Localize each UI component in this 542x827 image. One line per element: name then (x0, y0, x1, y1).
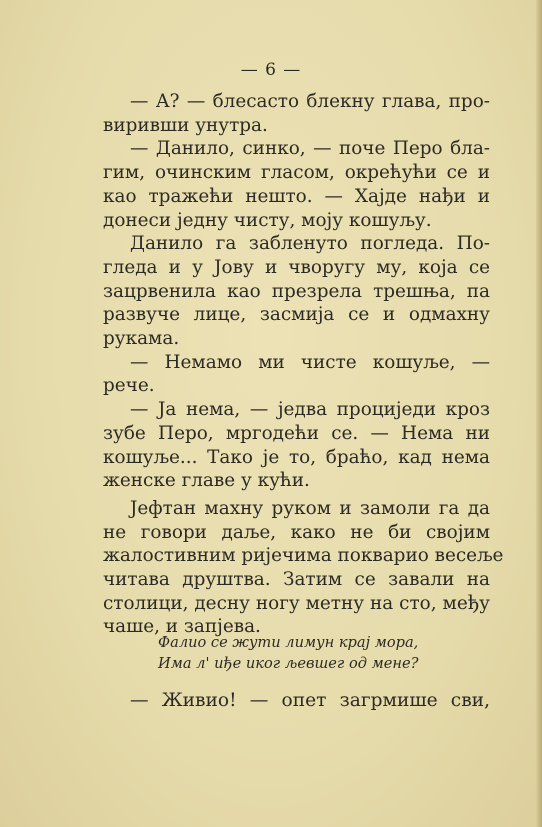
text-line: виривши унутра. (103, 114, 268, 136)
text-line: — Немамо ми чисте кошуље, — (130, 351, 490, 373)
text-line: столици, десну ногу метну на сто, међу (103, 592, 490, 614)
text-line: — Живио! — опет загрмише сви, (130, 690, 490, 711)
text-line: Данило га забленуто погледа. По- (130, 233, 490, 255)
final-paragraph (103, 689, 490, 713)
paragraph-1 (103, 90, 490, 137)
paragraph-4 (103, 351, 490, 398)
text-line: чаше, и запјева. (103, 616, 261, 638)
text-line: — Ја нема, — једва проциједи кроз (130, 399, 490, 421)
text-line: као тражећи нешто. — Хајде нађи и (103, 185, 490, 207)
paragraph-3 (103, 232, 490, 351)
paragraph-2 (103, 137, 490, 232)
text-line: рече. (103, 375, 155, 397)
text-line: — А? — блесасто блекну глава, про- (130, 91, 490, 112)
paragraph-5 (103, 398, 490, 493)
body-text (103, 90, 504, 639)
text-line: донеси једну чисту, моју кошуљу. (103, 209, 432, 231)
text-line: гледа и у Јову и чворугу му, која се (103, 256, 490, 278)
page-edge (536, 0, 542, 827)
text-line: жалостивним ријечима покварио весеље (103, 545, 504, 567)
verse-line: Има л' иђе иког љевшег од мене? (158, 655, 419, 672)
page-number: — 6 — (240, 60, 302, 80)
text-line: гим, очинским гласом, окрећући се и (103, 162, 490, 184)
text-line: не говори даље, како не би својим (103, 521, 490, 543)
paragraph-6 (103, 497, 504, 639)
text-line: зубе Перо, мргодећи се. — Нема ни (103, 422, 490, 444)
text-line: кошуље... Тако је то, браћо, кад нема (103, 446, 490, 468)
text-line: зацрвенила као презрела трешња, па (103, 280, 490, 302)
text-line: Јефтан махну руком и замоли га да (130, 497, 490, 519)
text-line: — Данило, синко, — поче Перо бла- (130, 138, 490, 160)
text-line: женске главе у кући. (103, 470, 310, 492)
text-line: читава друштва. Затим се завали на (103, 569, 490, 591)
text-line: рукама. (103, 328, 180, 350)
verse-line: Фалио се жути лимун крај мора, (158, 634, 419, 651)
verse-quote (158, 632, 478, 674)
text-line: развуче лице, засмија се и одмахну (103, 304, 490, 326)
